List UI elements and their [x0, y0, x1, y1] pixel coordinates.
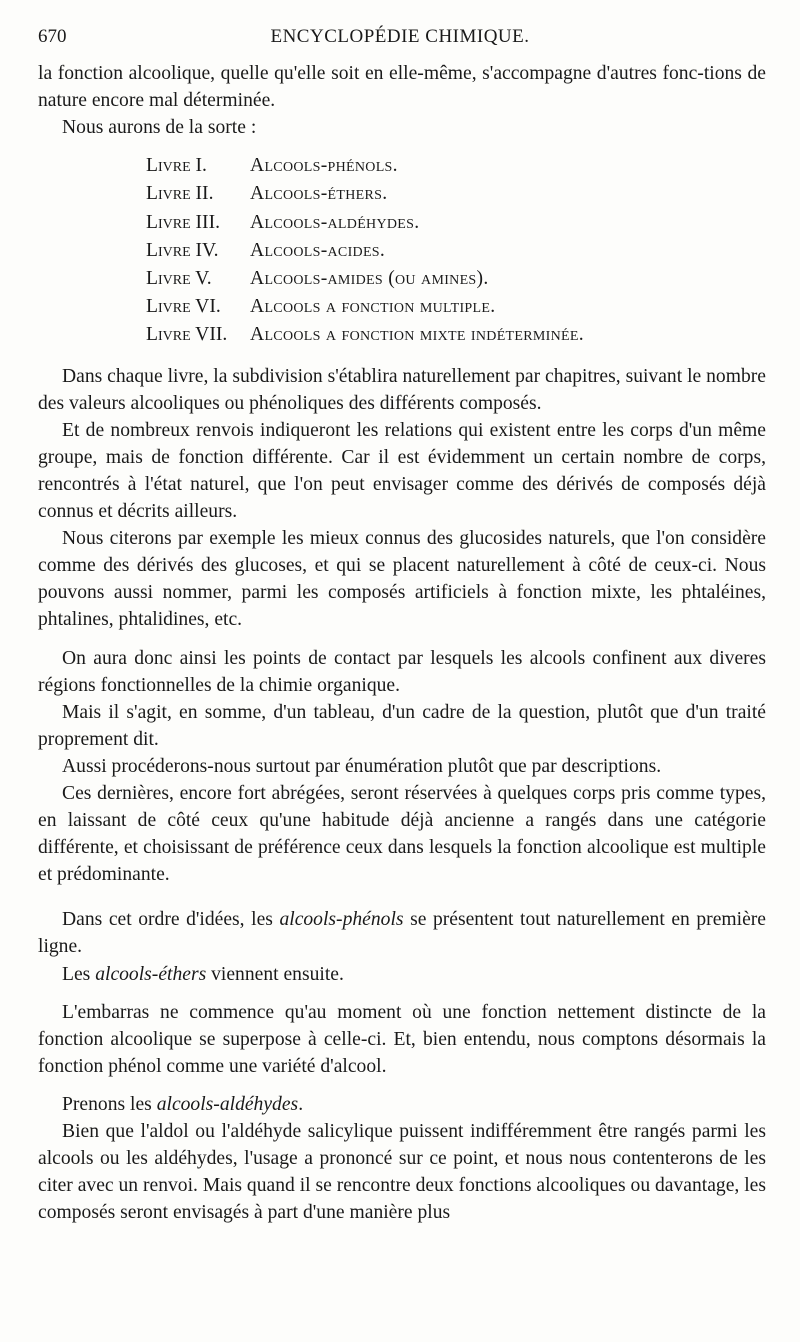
paragraph-points-de-contact: On aura donc ainsi les points de contact par lesquels les alcools confinent aux diveres régions fonctionnelles de la chimie organique.: [38, 647, 766, 696]
book-entry: [146, 152, 766, 180]
books-list: [146, 152, 766, 349]
intro-paragraph: la fonction alcoolique, quelle qu'elle soit en elle-même, s'accompagne d'autres fonc-tions de nature encore mal déterminée.: [38, 63, 766, 112]
emphasis-term: alcools-aldéhydes: [156, 1093, 299, 1115]
paragraph-embarras: L'embarras ne commence qu'au moment où une fonction nettement distincte de la fonction alcoolique se superpose à celle-ci. Et, bien entendu, nous comptons désormais la fonction phénol comme une variété d'alcool.: [38, 1001, 766, 1077]
text-run: se présentent tout naturellement en première ligne.: [38, 909, 766, 958]
text-run: viennent ensuite.: [206, 963, 344, 985]
paragraph-subdivision: Dans chaque livre, la subdivision s'établira naturellement par chapitres, suivant le nombre des valeurs alcooliques ou phénoliques des différents composés.: [38, 365, 766, 414]
book-entry: [146, 265, 766, 293]
book-title: Alcools-aldéhydes.: [250, 211, 420, 233]
book-title: Alcools-éthers.: [250, 183, 388, 205]
paragraph-enumeration: Aussi procéderons-nous surtout par énumération plutôt que par descriptions.: [62, 755, 662, 777]
paragraph-types: Ces dernières, encore fort abrégées, seront réservées à quelques corps pris comme types, en laissant de côté ceux qu'une habitude déjà ancienne a rangés dans une catégorie différente, et choisissant de préférence ceux dans lesquels la fonction alcoolique est multiple et prédominante.: [38, 783, 766, 886]
book-number: Livre II.: [146, 183, 214, 205]
book-title: Alcools a fonction multiple.: [250, 296, 496, 318]
paragraph-alcools-ethers: [38, 961, 766, 988]
book-number: Livre VII.: [146, 324, 228, 346]
book-title: Alcools-phénols.: [250, 155, 398, 177]
book-title: Alcools a fonction mixte indéterminée.: [250, 324, 584, 346]
book-number: Livre III.: [146, 211, 221, 233]
paragraph-alcools-phenols: [38, 906, 766, 960]
book-number: Livre I.: [146, 155, 207, 177]
running-title: ENCYCLOPÉDIE CHIMIQUE.: [270, 26, 530, 47]
page-header: [38, 26, 762, 56]
book-entry: [146, 293, 766, 321]
book-title: Alcools-acides.: [250, 239, 386, 261]
emphasis-term: alcools-phénols: [279, 909, 404, 931]
emphasis-term: alcools-éthers: [95, 963, 207, 985]
book-entry: [146, 180, 766, 208]
paragraph-aldol: Bien que l'aldol ou l'aldéhyde salicylique puissent indifféremment être rangés parmi les alcools ou les aldéhydes, l'usage a prononcé sur ce point, et nous nous contenterons de les citer avec un renvoi. Mais quand il se rencontre deux fonctions alcooliques ou davantage, les composés seront envisagés à part d'une manière plus: [38, 1121, 766, 1224]
book-number: Livre V.: [146, 268, 212, 290]
page-number: 670: [38, 26, 67, 47]
paragraph-alcools-aldehydes: [38, 1091, 766, 1118]
book-entry: [146, 209, 766, 237]
text-run: Prenons les: [62, 1093, 157, 1115]
intro-lead: Nous aurons de la sorte :: [62, 117, 257, 139]
book-title: Alcools-amides (ou amines).: [250, 268, 489, 290]
text-run: Les: [62, 963, 96, 985]
page-body: [38, 60, 766, 1226]
paragraph-renvois: Et de nombreux renvois indiqueront les relations qui existent entre les corps d'un même groupe, mais de fonction différente. Car il est évidemment un certain nombre de corps, rencontrés à l'état naturel, que l'on peut envisager comme des dérivés de composés déjà connus et décrits ailleurs.: [38, 419, 766, 523]
book-entry: [146, 321, 766, 349]
paragraph-tableau: Mais il s'agit, en somme, d'un tableau, d'un cadre de la question, plutôt que d'un traité proprement dit.: [38, 701, 766, 750]
paragraph-glucosides: Nous citerons par exemple les mieux connus des glucosides naturels, que l'on considère comme des dérivés des glucoses, et qui se placent naturellement à côté de ceux-ci. Nous pouvons aussi nommer, parmi les composés artificiels à fonction mixte, les phtaléines, phtalines, phtalidines, etc.: [38, 528, 766, 631]
text-run: Dans cet ordre d'idées, les: [62, 909, 280, 931]
book-number: Livre IV.: [146, 239, 219, 261]
book-entry: [146, 237, 766, 265]
text-run: .: [298, 1093, 304, 1115]
book-number: Livre VI.: [146, 296, 221, 318]
